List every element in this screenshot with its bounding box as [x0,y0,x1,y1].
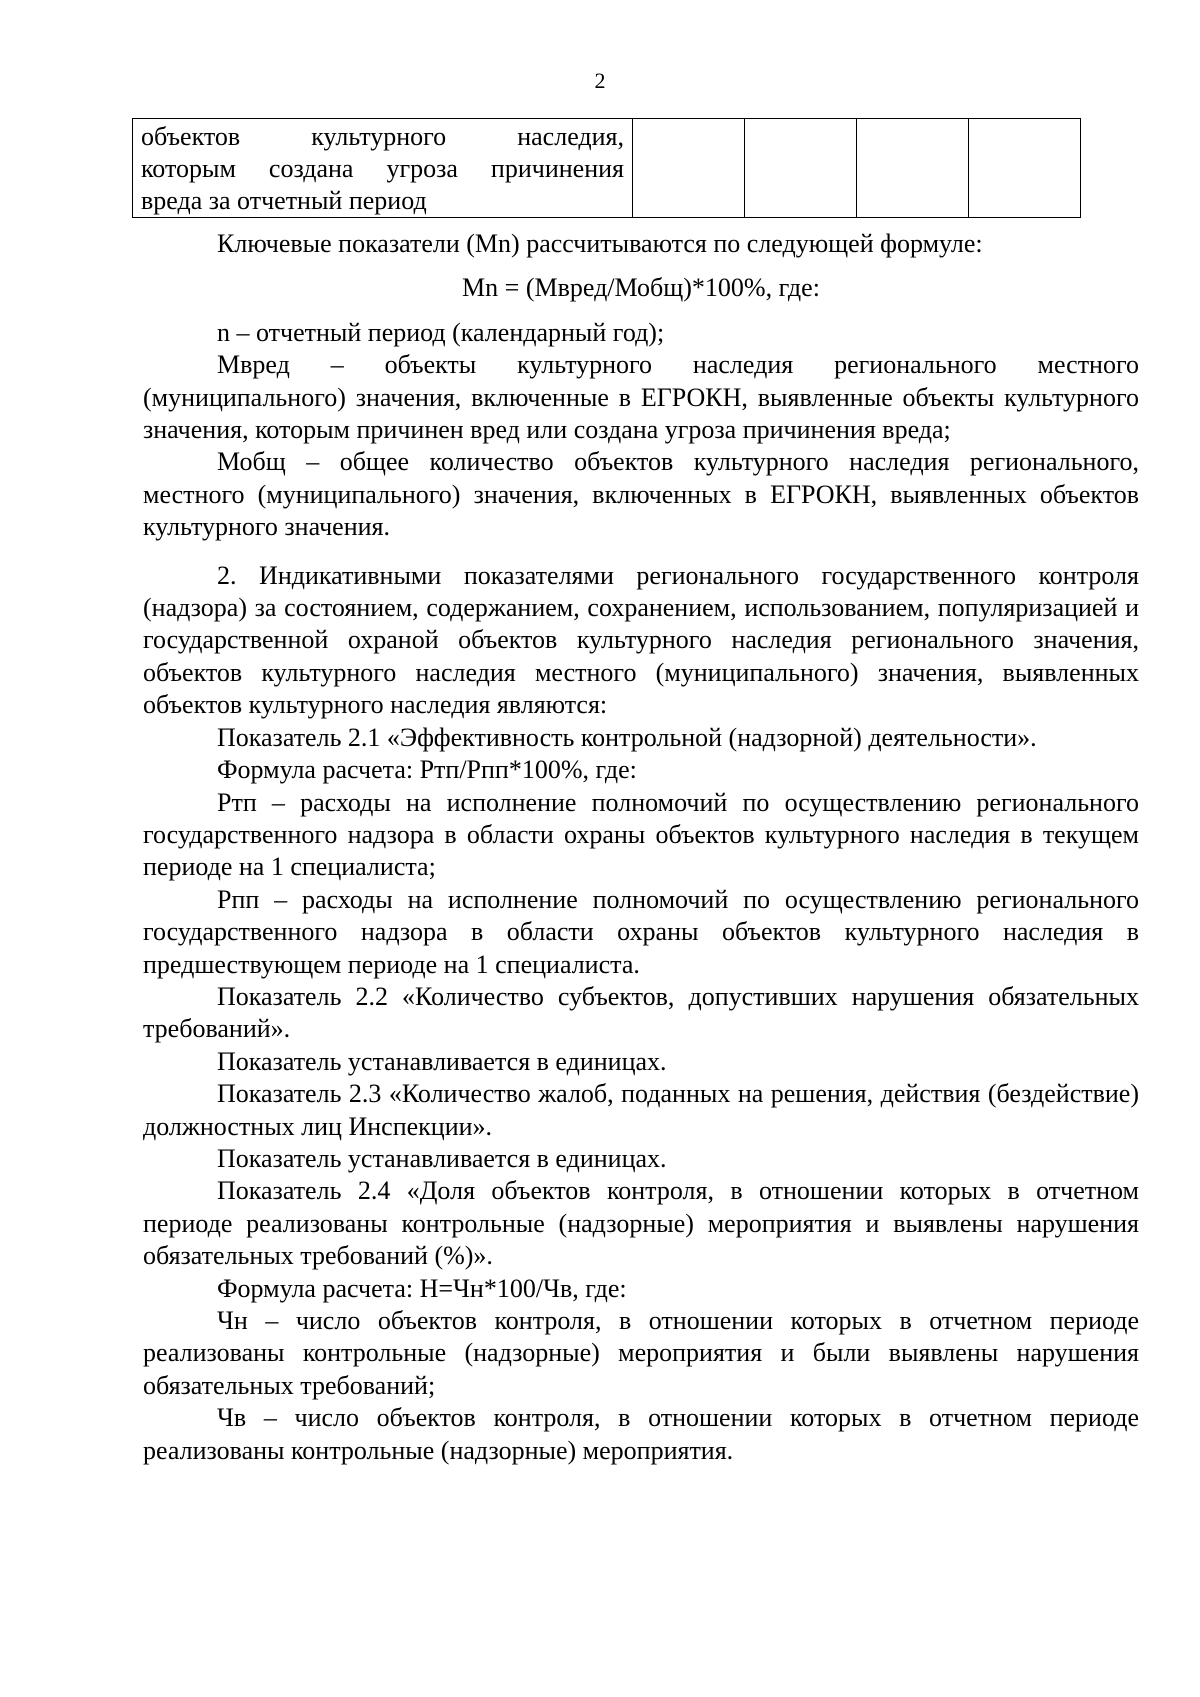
table-cell-empty [633,119,745,218]
definition-mobsch: Мобщ – общее количество объектов культурного наследия регионального, местного (муниципального) значения, включенных в ЕГРОКН, выявленных объектов культурного значения. [143,447,1139,542]
indicator-2-1: Показатель 2.1 «Эффективность контрольной (надзорной) деятельности». [217,722,1037,752]
section-2-intro: 2. Индикативными показателями регионального государственного контроля (надзора) за состоянием, содержанием, сохранением, использованием, популяризацией и государственной охраной объектов культурного наследия регионального значения, объектов культурного наследия местного (муниципального) значения, выявленных объектов культурного наследия являются: [143,560,1139,720]
indicator-2-4-formula: Формула расчета: Н=Чн*100/Чв, где: [217,1273,627,1303]
indicator-2-2: Показатель 2.2 «Количество субъектов, допустивших нарушения обязательных требований». [143,981,1139,1044]
definition-mvred: Мвред – объекты культурного наследия регионального местного (муниципального) значения, включенные в ЕГРОКН, выявленные объекты культурного значения, которым причинен вред или создана угроза причинения вреда; [143,350,1139,445]
table-cell-description [133,119,633,218]
table-cell-empty [857,119,969,218]
indicator-2-2-unit: Показатель устанавливается в единицах. [217,1046,667,1076]
definition-chv: Чв – число объектов контроля, в отношении которых в отчетном периоде реализованы контрольные (надзорные) мероприятия. [143,1403,1139,1465]
table-cell-line: объектов культурного наследия, [141,122,624,151]
indicator-table-fragment [132,118,1081,218]
indicator-2-3-unit: Показатель устанавливается в единицах. [217,1143,667,1173]
key-indicators-intro: Ключевые показатели (Мn) рассчитываются по следующей формуле: [217,229,983,258]
table-row [133,119,1081,218]
indicator-2-3: Показатель 2.3 «Количество жалоб, поданных на решения, действия (бездействие) должностных лиц Инспекции». [143,1079,1139,1141]
indicator-2-1-formula: Формула расчета: Ртп/Рпп*100%, где: [217,755,637,785]
indicator-table [132,118,1081,218]
definition-rpp: Рпп – расходы на исполнение полномочий по осуществлению регионального государственного надзора в области охраны объектов культурного наследия в предшествующем периоде на 1 специалиста. [143,884,1139,979]
table-cell-empty [969,119,1081,218]
definition-n: n – отчетный период (календарный год); [217,317,665,347]
key-indicators-formula: Мn = (Мвред/Мобщ)*100%, где: [462,273,820,303]
table-cell-line: которым создана угроза причинения [141,154,624,183]
indicator-2-4: Показатель 2.4 «Доля объектов контроля, в отношении которых в отчетном периоде реализованы контрольные (надзорные) мероприятия и выявлены нарушения обязательных требований (%)». [143,1176,1139,1271]
definition-rtp: Ртп – расходы на исполнение полномочий по осуществлению регионального государственного надзора в области охраны объектов культурного наследия в текущем периоде на 1 специалиста; [143,787,1139,882]
table-cell-line: вреда за отчетный период [141,186,427,215]
definition-chn: Чн – число объектов контроля, в отношении которых в отчетном периоде реализованы контрольные (надзорные) мероприятия и были выявлены нарушения обязательных требований; [143,1306,1139,1400]
page-number: 2 [594,68,606,93]
document-body [143,228,1139,1467]
table-cell-empty [745,119,857,218]
